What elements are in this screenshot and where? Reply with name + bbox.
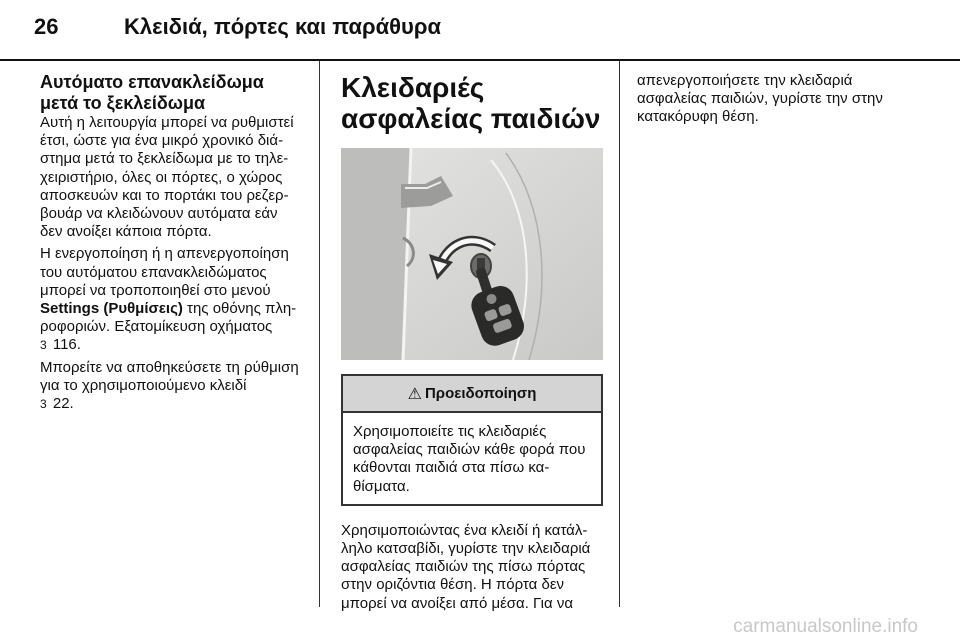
warning-header <box>343 376 601 413</box>
settings-menu-label: Settings (Ρυθμίσεις) <box>40 300 183 318</box>
paragraph-child-lock-instructions: Χρησιμοποιώντας ένα κλειδί ή κατάλληλο κατσαβίδι, γυρίστε την κλειδαριά ασφαλείας παιδιών της πίσω πόρτας στην οριζόντια θέση. Η πόρτα δεν μπορεί να ανοίξει από μέσα. Για να <box>341 521 591 612</box>
header-rule <box>0 59 960 61</box>
page-reference-link[interactable]: 22. <box>52 395 74 413</box>
para2-text-start: Η ενεργοποίηση ή η απενεργοποίηση του αυτόματου επανακλειδώματος μπορεί να τροποποιηθεί στο μενού <box>40 245 289 299</box>
para2-text-end: της οθόνης πληροφοριών. Εξατομίκευση οχήματος <box>40 300 297 336</box>
section-heading-auto-relock: Αυτόματο επανακλείδωμα μετά το ξεκλείδωμα <box>40 72 264 113</box>
watermark: carmanualsonline.info <box>733 616 918 637</box>
warning-box <box>341 374 603 506</box>
child-lock-illustration <box>341 148 603 360</box>
warning-title: Προειδοποίηση <box>424 385 537 402</box>
page-reference-link[interactable]: 116. <box>52 336 81 354</box>
paragraph-auto-relock-settings <box>40 245 302 354</box>
warning-icon: ⚠ <box>407 385 422 403</box>
page-reference-icon: 3 <box>40 338 47 353</box>
column-divider-left <box>319 61 320 607</box>
door-lock-illustration <box>341 148 603 360</box>
paragraph-store-setting <box>40 359 302 414</box>
chapter-title: Κλειδιά, πόρτες και παράθυρα <box>124 14 441 39</box>
paragraph-auto-relock-description: Αυτή η λειτουργία μπορεί να ρυθμιστεί έτσι, ώστε για ένα μικρό χρονικό διάστημα μετά το ξεκλείδωμα με το τηλεχειριστήριο, όλες οι πόρτες, ο χώρος αποσκευών και το πορτάκι του ρεζερβουάρ να κλειδώνουν αυτόματα εάν δεν ανοίξει κάποια πόρτα. <box>40 114 294 241</box>
section-heading-child-locks: Κλειδαριές ασφαλείας παιδιών <box>341 72 601 134</box>
page-number: 26 <box>34 14 59 39</box>
paragraph-child-lock-deactivate: απενεργοποιήσετε την κλειδαριά ασφαλείας παιδιών, γυρίστε την στην κατακόρυφη θέση. <box>637 72 883 126</box>
right-column <box>637 72 912 131</box>
warning-text: Χρησιμοποιείτε τις κλειδαριές ασφαλείας παιδιών κάθε φορά που κάθονται παιδιά στα πίσω καθίσματα. <box>353 423 586 495</box>
para3-text: Μπορείτε να αποθηκεύσετε τη ρύθμιση για το χρησιμοποιούμενο κλειδί <box>40 358 299 394</box>
middle-column <box>341 72 603 617</box>
column-divider-right <box>619 61 620 607</box>
page-reference-icon: 3 <box>40 397 47 412</box>
left-column <box>40 72 302 417</box>
